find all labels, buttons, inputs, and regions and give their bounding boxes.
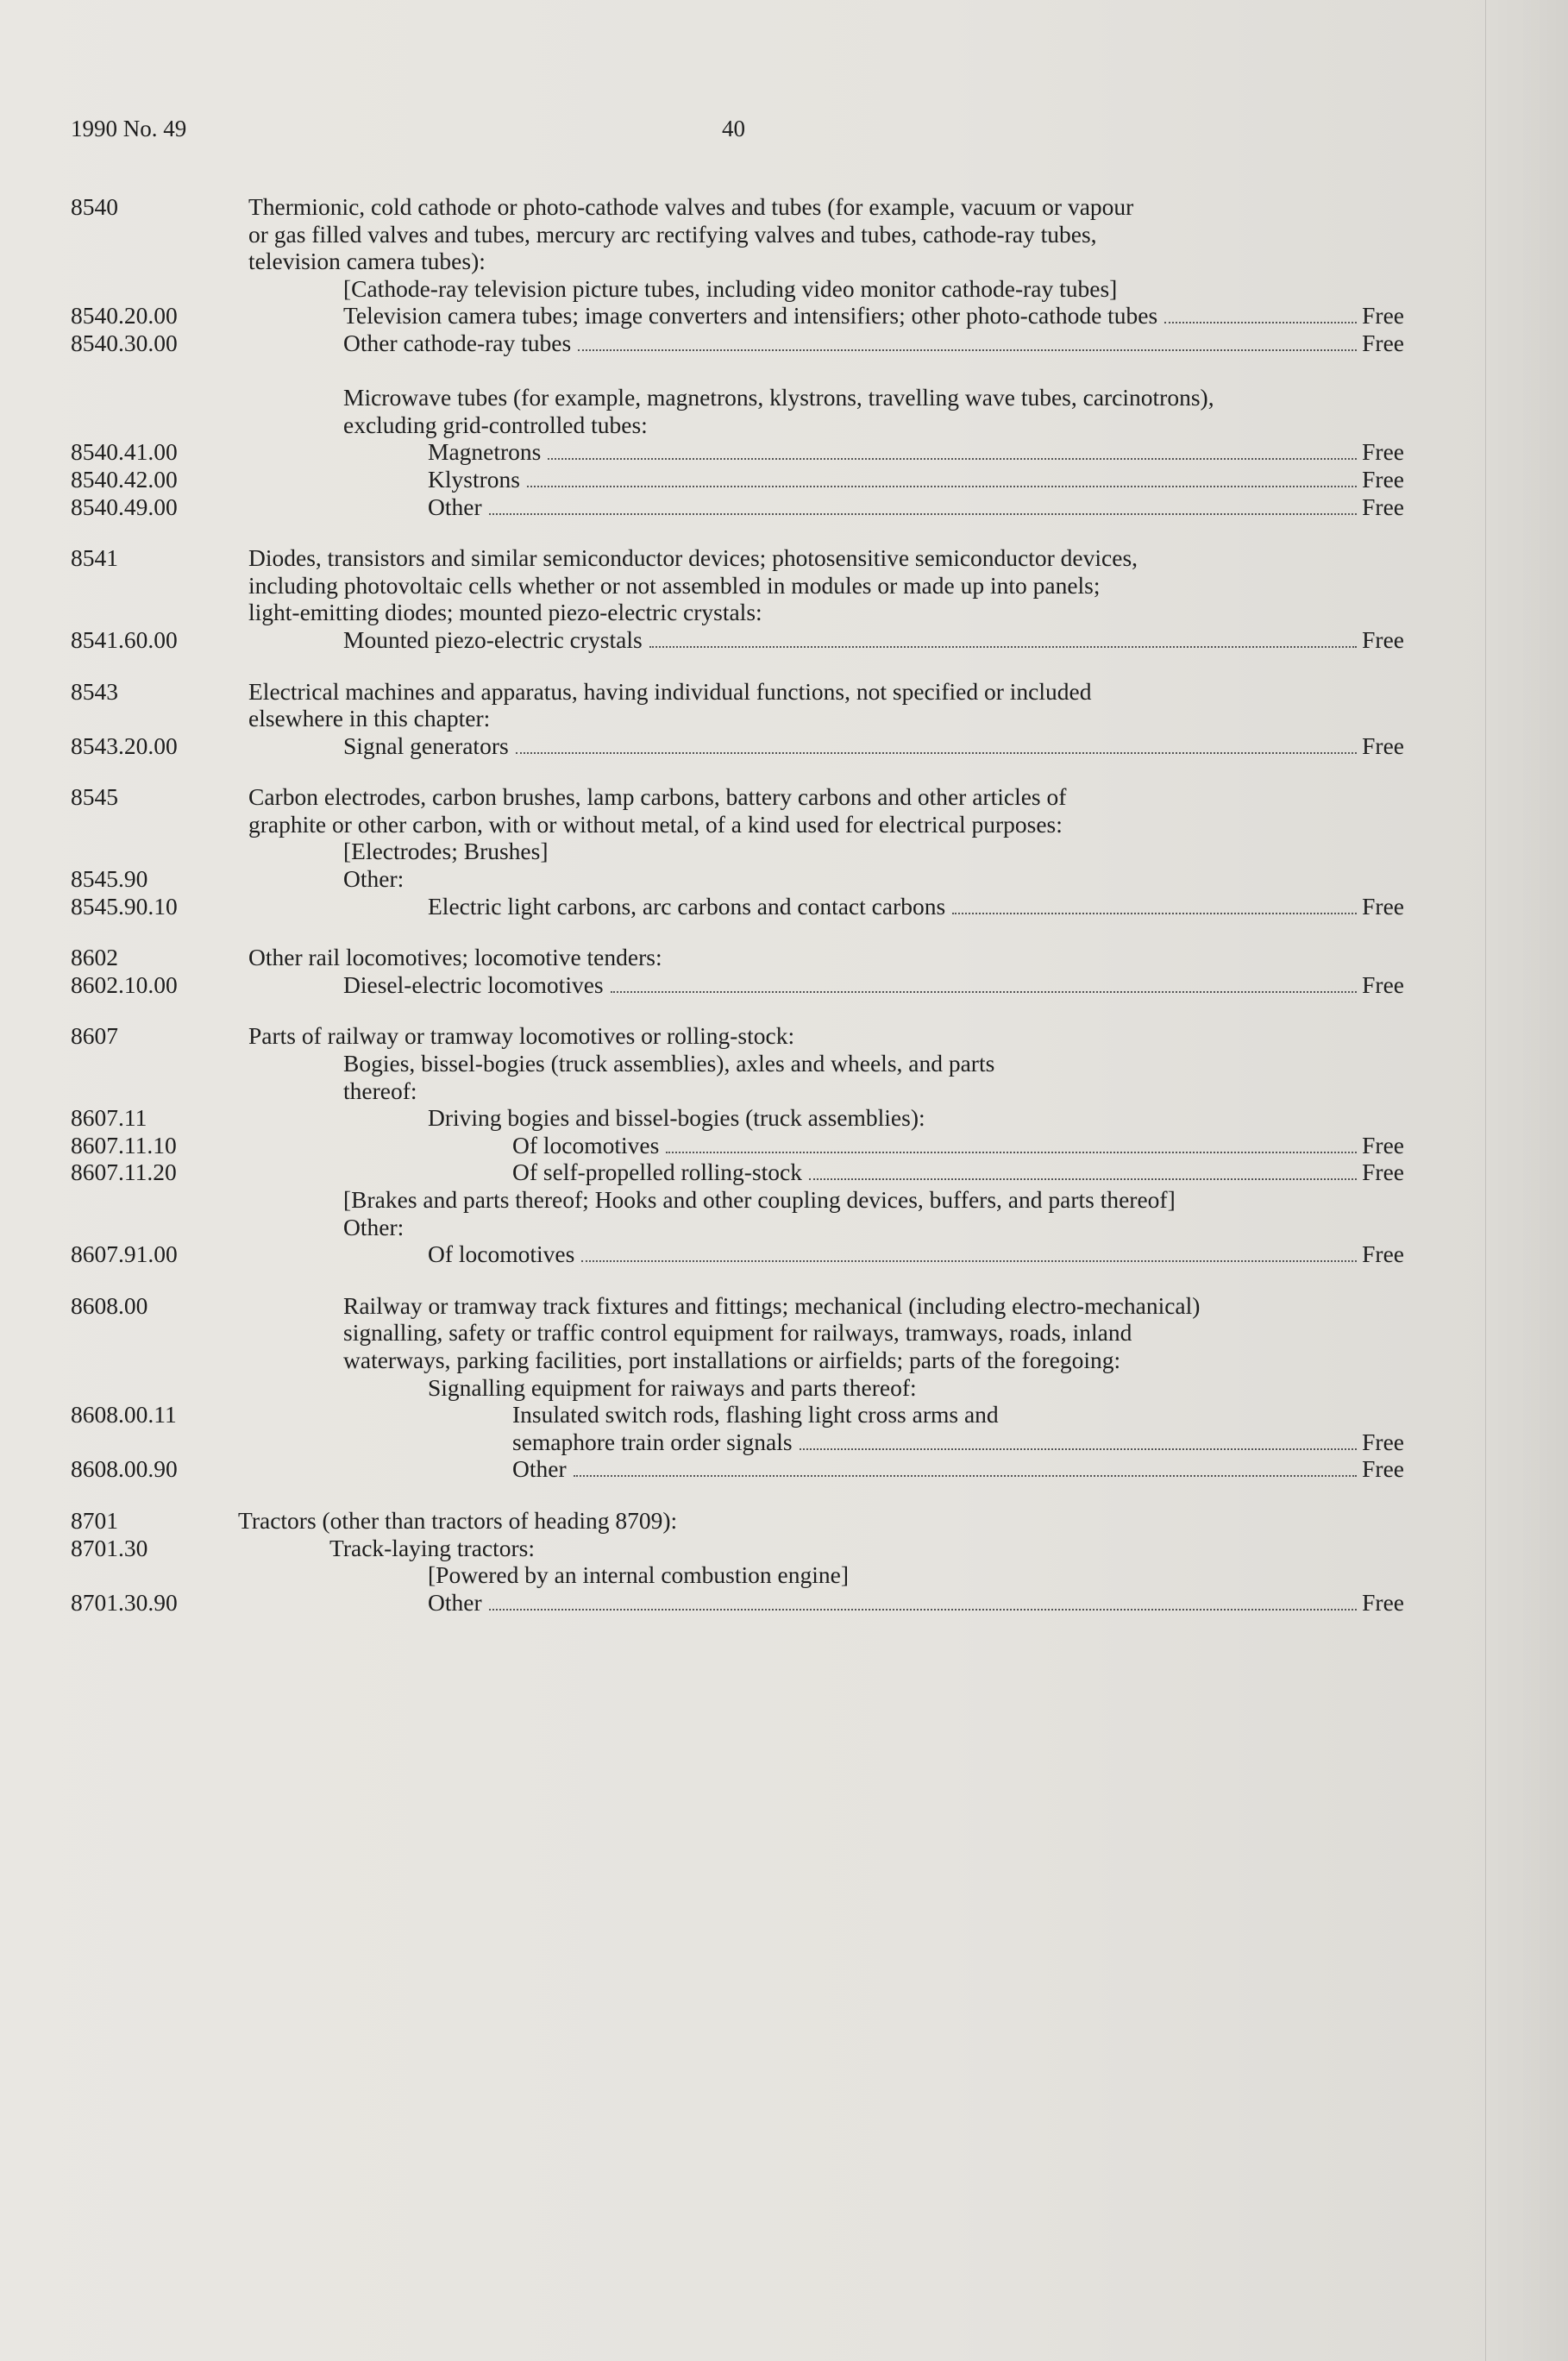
duty-rate: Free <box>1362 302 1404 330</box>
dot-leader <box>666 1152 1357 1153</box>
tariff-description-with-rate <box>428 466 1404 493</box>
tariff-description: Tractors (other than tractors of heading 8709): <box>238 1506 678 1534</box>
tariff-line <box>0 1186 1568 1214</box>
tariff-description: Signal generators <box>343 732 509 759</box>
tariff-line <box>0 193 1568 221</box>
tariff-line <box>0 1535 1568 1562</box>
tariff-description: Other cathode-ray tubes <box>343 329 572 356</box>
tariff-code: 8701 <box>71 1506 118 1534</box>
tariff-line <box>0 971 1568 999</box>
tariff-schedule <box>0 193 1568 1640</box>
tariff-code: 8602 <box>71 944 118 971</box>
tariff-line <box>0 330 1568 357</box>
tariff-line <box>0 493 1568 521</box>
tariff-line <box>0 411 1568 439</box>
tariff-description: Railway or tramway track fixtures and fittings; mechanical (including electro-mechanical) <box>343 1291 1201 1319</box>
tariff-code: 8540.30.00 <box>71 329 178 356</box>
tariff-description: Other <box>428 493 482 520</box>
tariff-code: 8540.20.00 <box>71 302 178 330</box>
page-number: 40 <box>722 116 745 141</box>
duty-rate: Free <box>1362 1428 1404 1455</box>
duty-rate: Free <box>1362 329 1404 356</box>
tariff-line <box>0 626 1568 654</box>
tariff-description: [Powered by an internal combustion engine] <box>428 1561 849 1589</box>
tariff-description: Of locomotives <box>428 1240 575 1268</box>
tariff-line <box>0 1292 1568 1320</box>
tariff-description: Track-laying tractors: <box>329 1534 536 1561</box>
tariff-line <box>0 544 1568 572</box>
dot-leader <box>611 991 1358 993</box>
tariff-code: 8607.11.20 <box>71 1159 177 1186</box>
tariff-description: elsewhere in this chapter: <box>248 705 491 732</box>
tariff-description: or gas filled valves and tubes, mercury arc rectifying valves and tubes, cathode-ray tubes, <box>248 220 1097 248</box>
tariff-description: Klystrons <box>428 465 520 493</box>
tariff-description: Other: <box>343 1213 405 1240</box>
tariff-line <box>0 1240 1568 1268</box>
dot-leader <box>952 913 1357 914</box>
tariff-line <box>0 1132 1568 1159</box>
tariff-line <box>0 1455 1568 1483</box>
tariff-description: excluding grid-controlled tubes: <box>343 411 648 438</box>
tariff-description: Thermionic, cold cathode or photo-cathode valves and tubes (for example, vacuum or vapour <box>248 193 1134 220</box>
tariff-line <box>0 248 1568 275</box>
tariff-line <box>0 893 1568 920</box>
tariff-description-with-rate <box>343 971 1404 999</box>
tariff-code: 8540 <box>71 193 118 220</box>
dot-leader <box>581 1260 1357 1262</box>
dot-leader <box>800 1448 1358 1450</box>
tariff-line <box>0 732 1568 760</box>
tariff-entry <box>0 944 1568 998</box>
tariff-description: Diodes, transistors and similar semiconductor devices; photosensitive semiconductor devices, <box>248 544 1138 572</box>
tariff-description-with-rate <box>428 1240 1404 1268</box>
tariff-description: Other rail locomotives; locomotive tenders: <box>248 944 662 971</box>
tariff-description-with-rate <box>343 626 1404 654</box>
tariff-entry <box>0 783 1568 920</box>
dot-leader <box>548 458 1357 460</box>
tariff-description: waterways, parking facilities, port installations or airfields; parts of the foregoing: <box>343 1346 1121 1373</box>
tariff-line <box>0 572 1568 600</box>
tariff-description: [Electrodes; Brushes] <box>343 838 549 865</box>
tariff-entry <box>0 193 1568 520</box>
tariff-description-with-rate <box>428 438 1404 466</box>
tariff-line <box>0 438 1568 466</box>
dot-leader <box>489 513 1358 515</box>
tariff-line <box>0 599 1568 626</box>
tariff-entry <box>0 678 1568 760</box>
page-edge-shadow <box>1485 0 1568 2361</box>
tariff-line <box>0 811 1568 838</box>
duty-rate: Free <box>1362 732 1404 759</box>
tariff-code: 8543 <box>71 677 118 705</box>
tariff-line <box>0 1319 1568 1347</box>
tariff-description-with-rate <box>428 1589 1404 1617</box>
tariff-description-with-rate <box>512 1159 1404 1186</box>
tariff-line <box>0 466 1568 493</box>
tariff-description: semaphore train order signals <box>512 1428 793 1455</box>
tariff-line <box>0 302 1568 330</box>
dot-leader <box>809 1178 1357 1180</box>
tariff-code: 8608.00.11 <box>71 1401 177 1429</box>
tariff-description-with-rate <box>512 1455 1404 1483</box>
tariff-description-with-rate <box>343 302 1404 330</box>
tariff-code: 8607.11.10 <box>71 1131 177 1159</box>
tariff-description: television camera tubes): <box>248 248 486 275</box>
tariff-line <box>0 1077 1568 1105</box>
tariff-description: Microwave tubes (for example, magnetrons, klystrons, travelling wave tubes, carcinotrons), <box>343 384 1214 411</box>
tariff-description: signalling, safety or traffic control equipment for railways, tramways, roads, inland <box>343 1319 1132 1347</box>
dot-leader <box>489 1609 1358 1611</box>
tariff-description: Mounted piezo-electric crystals <box>343 625 643 653</box>
tariff-line <box>0 384 1568 411</box>
page-header <box>71 116 778 150</box>
tariff-description: graphite or other carbon, with or without metal, of a kind used for electrical purposes: <box>248 810 1063 838</box>
duty-rate: Free <box>1362 970 1404 998</box>
tariff-description: [Brakes and parts thereof; Hooks and other coupling devices, buffers, and parts thereof] <box>343 1186 1176 1213</box>
tariff-code: 8541 <box>71 544 118 572</box>
tariff-description: Bogies, bissel-bogies (truck assemblies), axles and wheels, and parts <box>343 1050 995 1077</box>
tariff-entry <box>0 1507 1568 1616</box>
tariff-description-with-rate <box>343 330 1404 357</box>
tariff-description: Other: <box>343 865 405 893</box>
tariff-code: 8545.90.10 <box>71 892 178 920</box>
tariff-entry <box>0 1292 1568 1483</box>
tariff-description: Other <box>512 1455 567 1483</box>
dot-leader <box>649 646 1357 648</box>
tariff-description: thereof: <box>343 1077 417 1104</box>
tariff-description: Of locomotives <box>512 1131 660 1159</box>
tariff-entry <box>0 1022 1568 1267</box>
tariff-line <box>0 1104 1568 1132</box>
duty-rate: Free <box>1362 1159 1404 1186</box>
tariff-code: 8608.00.90 <box>71 1455 178 1483</box>
tariff-code: 8607.91.00 <box>71 1240 178 1268</box>
dot-leader <box>1164 322 1357 323</box>
tariff-line <box>0 783 1568 811</box>
tariff-line <box>0 838 1568 865</box>
tariff-description-with-rate <box>428 893 1404 920</box>
tariff-line <box>0 357 1568 385</box>
tariff-description: Television camera tubes; image converters and intensifiers; other photo-cathode tubes <box>343 302 1158 330</box>
tariff-description: Other <box>428 1588 482 1616</box>
duty-rate: Free <box>1362 1240 1404 1268</box>
tariff-line <box>0 678 1568 706</box>
tariff-line <box>0 1347 1568 1374</box>
tariff-line <box>0 275 1568 303</box>
duty-rate: Free <box>1362 438 1404 466</box>
duty-rate: Free <box>1362 625 1404 653</box>
tariff-code: 8540.49.00 <box>71 493 178 520</box>
tariff-code: 8545.90 <box>71 865 148 893</box>
tariff-code: 8608.00 <box>71 1291 148 1319</box>
tariff-description: Electrical machines and apparatus, having individual functions, not specified or included <box>248 677 1092 705</box>
tariff-line <box>0 1429 1568 1456</box>
tariff-line <box>0 1589 1568 1617</box>
document-reference: 1990 No. 49 <box>71 116 187 141</box>
tariff-line <box>0 1401 1568 1429</box>
duty-rate: Free <box>1362 493 1404 520</box>
tariff-description: Parts of railway or tramway locomotives or rolling-stock: <box>248 1022 795 1050</box>
tariff-code: 8545 <box>71 783 118 811</box>
tariff-description: Carbon electrodes, carbon brushes, lamp carbons, battery carbons and other articles of <box>248 783 1067 811</box>
tariff-line <box>0 1374 1568 1402</box>
tariff-line <box>0 1050 1568 1077</box>
tariff-entry <box>0 544 1568 653</box>
tariff-description: Electric light carbons, arc carbons and contact carbons <box>428 892 946 920</box>
duty-rate: Free <box>1362 465 1404 493</box>
tariff-code: 8607.11 <box>71 1104 147 1132</box>
tariff-line <box>0 944 1568 971</box>
duty-rate: Free <box>1362 1455 1404 1483</box>
dot-leader <box>578 349 1357 351</box>
tariff-description: Signalling equipment for raiways and parts thereof: <box>428 1373 917 1401</box>
tariff-line <box>0 1022 1568 1050</box>
tariff-description: Insulated switch rods, flashing light cross arms and <box>512 1401 999 1429</box>
tariff-code: 8701.30.90 <box>71 1588 178 1616</box>
tariff-description: Magnetrons <box>428 438 542 466</box>
tariff-description: light-emitting diodes; mounted piezo-electric crystals: <box>248 599 762 626</box>
duty-rate: Free <box>1362 1588 1404 1616</box>
tariff-line <box>0 1507 1568 1535</box>
tariff-code: 8540.41.00 <box>71 438 178 466</box>
tariff-description: Diesel-electric locomotives <box>343 970 604 998</box>
tariff-description-with-rate <box>343 732 1404 760</box>
tariff-description-with-rate <box>512 1132 1404 1159</box>
tariff-code: 8602.10.00 <box>71 970 178 998</box>
tariff-line <box>0 221 1568 248</box>
dot-leader <box>574 1475 1358 1477</box>
dot-leader <box>516 752 1357 754</box>
tariff-code: 8701.30 <box>71 1534 148 1561</box>
tariff-code: 8543.20.00 <box>71 732 178 759</box>
tariff-description-with-rate <box>512 1429 1404 1456</box>
duty-rate: Free <box>1362 1131 1404 1159</box>
tariff-description: Of self-propelled rolling-stock <box>512 1159 803 1186</box>
tariff-description-with-rate <box>428 493 1404 521</box>
tariff-code: 8607 <box>71 1022 118 1050</box>
tariff-code: 8541.60.00 <box>71 625 178 653</box>
tariff-line <box>0 865 1568 893</box>
tariff-description: Driving bogies and bissel-bogies (truck assemblies): <box>428 1104 925 1132</box>
dot-leader <box>527 486 1357 487</box>
duty-rate: Free <box>1362 892 1404 920</box>
tariff-description: including photovoltaic cells whether or not assembled in modules or made up into panels; <box>248 571 1101 599</box>
tariff-description: [Cathode-ray television picture tubes, including video monitor cathode-ray tubes] <box>343 274 1118 302</box>
tariff-line <box>0 705 1568 732</box>
tariff-line <box>0 1214 1568 1241</box>
tariff-line <box>0 1159 1568 1186</box>
tariff-code: 8540.42.00 <box>71 465 178 493</box>
tariff-line <box>0 1561 1568 1589</box>
